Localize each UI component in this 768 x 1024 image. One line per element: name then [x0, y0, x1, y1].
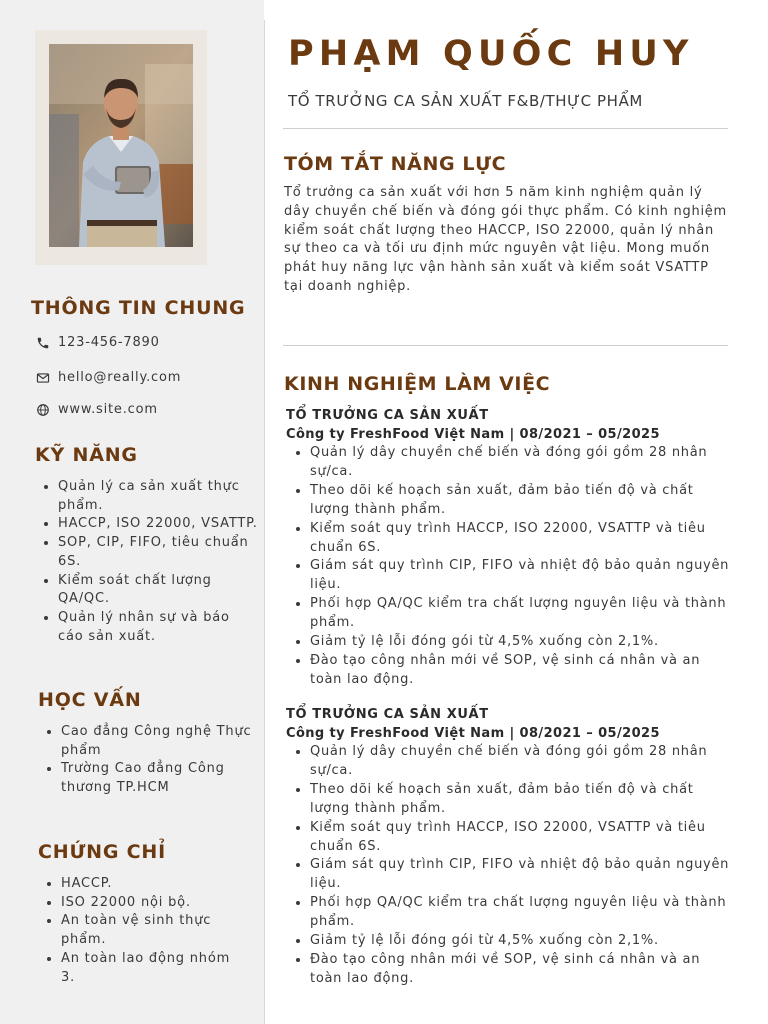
list-item: • ISO 22000 nội bộ. [61, 894, 241, 913]
globe-icon [36, 403, 50, 417]
list-item: • Cao đẳng Công nghệ Thực phẩm [61, 723, 275, 760]
experience-heading: KINH NGHIỆM LÀM VIỆC [284, 373, 551, 395]
certificates-heading: CHỨNG CHỈ [38, 841, 166, 863]
email-contact [36, 370, 181, 385]
education-heading: HỌC VẤN [38, 689, 142, 711]
list-item: • Giảm tỷ lệ lỗi đóng gói từ 4,5% xuống còn 2,1%. [310, 633, 730, 652]
phone-icon [36, 336, 50, 350]
list-item: • Đào tạo công nhân mới về SOP, vệ sinh cá nhân và an toàn lao động. [310, 652, 730, 690]
list-item: • Quản lý dây chuyền chế biến và đóng gói gồm 28 nhân sự/ca. [310, 743, 730, 781]
job-title: TỔ TRƯỞNG CA SẢN XUẤT F&B/THỰC PHẨM [288, 92, 643, 110]
phone-text: 123-456-7890 [58, 335, 160, 350]
list-item: • Đào tạo công nhân mới về SOP, vệ sinh cá nhân và an toàn lao động. [310, 951, 730, 989]
job-entry [286, 705, 730, 989]
list-item: • Giám sát quy trình CIP, FIFO và nhiệt độ bảo quản nguyên liệu. [310, 856, 730, 894]
list-item: • An toàn vệ sinh thực phẩm. [61, 912, 241, 949]
job-entry [286, 406, 730, 690]
list-item: • Quản lý ca sản xuất thực phẩm. [58, 478, 258, 515]
list-item: • Kiểm soát quy trình HACCP, ISO 22000, VSATTP và tiêu chuẩn 6S. [310, 520, 730, 558]
photo-frame [35, 30, 207, 265]
list-item: • Theo dõi kế hoạch sản xuất, đảm bảo tiến độ và chất lượng thành phẩm. [310, 482, 730, 520]
list-item: • Quản lý nhân sự và báo cáo sản xuất. [58, 609, 258, 646]
list-item: • Quản lý dây chuyền chế biến và đóng gói gồm 28 nhân sự/ca. [310, 444, 730, 482]
list-item: • Trường Cao đẳng Công thương TP.HCM [61, 760, 275, 797]
header-divider [283, 128, 728, 129]
skills-list [36, 478, 258, 646]
list-item: • HACCP. [61, 875, 241, 894]
job-bullets [286, 444, 730, 690]
email-text: hello@really.com [58, 370, 182, 385]
list-item: • HACCP, ISO 22000, VSATTP. [58, 515, 258, 534]
profile-photo [49, 44, 193, 247]
sidebar [0, 0, 264, 1024]
summary-text: Tổ trưởng ca sản xuất với hơn 5 năm kinh nghiệm quản lý dây chuyền chế biến và đóng gói thực phẩm. Có kinh nghiệm kiểm soát chất lượng theo HACCP, ISO 22000, quản lý nhân sự theo ca và tối ưu định mức nguyên vật liệu. Mong muốn phát huy năng lực vận hành sản xuất và kiểm soát VSATTP tại doanh nghiệp. [284, 185, 727, 294]
mail-icon [36, 371, 50, 385]
job-role: TỔ TRƯỞNG CA SẢN XUẤT [286, 707, 489, 722]
job-role: TỔ TRƯỞNG CA SẢN XUẤT [286, 408, 489, 423]
website-text: www.site.com [58, 402, 158, 417]
list-item: • Kiểm soát chất lượng QA/QC. [58, 572, 258, 609]
candidate-name: PHẠM QUỐC HUY [288, 34, 694, 74]
list-item: • Phối hợp QA/QC kiểm tra chất lượng nguyên liệu và thành phẩm. [310, 894, 730, 932]
summary-divider [283, 345, 728, 346]
column-divider [264, 20, 265, 1024]
list-item: • Giám sát quy trình CIP, FIFO và nhiệt độ bảo quản nguyên liệu. [310, 557, 730, 595]
certificates-list [39, 875, 241, 987]
list-item: • Kiểm soát quy trình HACCP, ISO 22000, VSATTP và tiêu chuẩn 6S. [310, 819, 730, 857]
list-item: • Phối hợp QA/QC kiểm tra chất lượng nguyên liệu và thành phẩm. [310, 595, 730, 633]
phone-contact [36, 335, 160, 350]
list-item: • An toàn lao động nhóm 3. [61, 950, 241, 987]
website-contact [36, 402, 158, 417]
list-item: • Giảm tỷ lệ lỗi đóng gói từ 4,5% xuống còn 2,1%. [310, 932, 730, 951]
job-bullets [286, 743, 730, 989]
list-item: • SOP, CIP, FIFO, tiêu chuẩn 6S. [58, 534, 258, 571]
skills-heading: KỸ NĂNG [35, 444, 138, 466]
general-info-heading: THÔNG TIN CHUNG [31, 297, 246, 319]
job-company: Công ty FreshFood Việt Nam | 08/2021 – 05/2025 [286, 427, 660, 442]
job-company: Công ty FreshFood Việt Nam | 08/2021 – 05/2025 [286, 726, 660, 741]
summary-heading: TÓM TẮT NĂNG LỰC [284, 153, 507, 175]
list-item: • Theo dõi kế hoạch sản xuất, đảm bảo tiến độ và chất lượng thành phẩm. [310, 781, 730, 819]
education-list [39, 723, 275, 798]
